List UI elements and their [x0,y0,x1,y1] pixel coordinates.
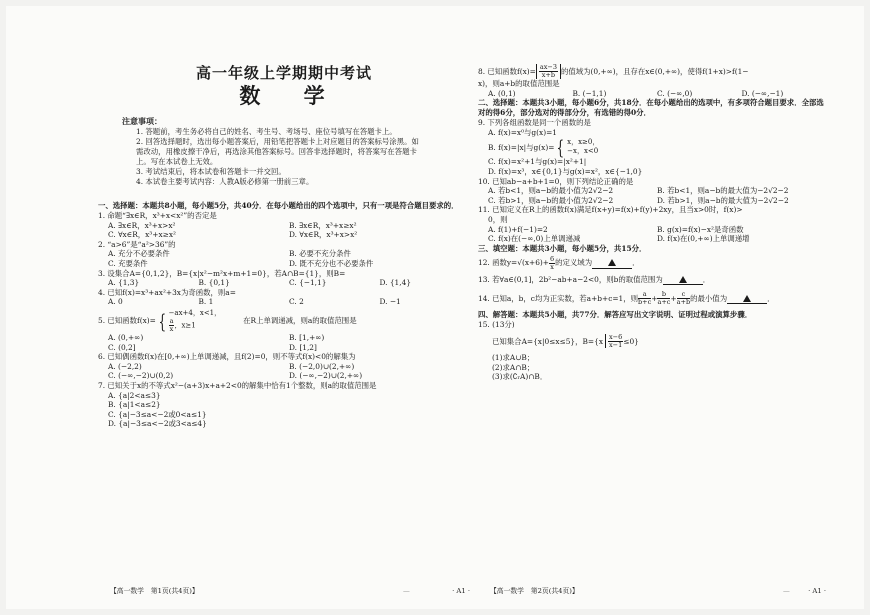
q15-part-3: (3)求(∁ᵣA)∩B． [492,372,548,382]
section3-heading: 三、填空题：本题共3小题，每小题5分，共15分． [478,243,647,253]
q4-option-c: C. 2 [289,297,304,307]
q5-options-ab [98,333,470,343]
q11-option-b: B. g(x)=f(x)−x²是奇函数 [657,224,744,234]
q5-option-a: A. (0,+∞) [108,332,144,342]
section1-heading: 一、选择题：本题共8小题，每小题5分，共40分．在每小题给出的四个选项中，只有一项是符合题目要求的． [98,201,459,210]
q15-part-1: (1)求A∪B； [492,352,535,362]
q11-option-d: D. f(x)在(0,+∞)上单调递增 [657,234,750,244]
q14: 14. 已知a，b，c均为正实数，若a+b+c=1，则 $\frac{a}{b+c}$ + $\frac{b}{a+c}$ + $\frac{c}{a+b}$ 的最小值为 ． [478,290,775,307]
q3-stem: 3. 设集合A={0,1,2}，B={x|x²−m²x+m+1=0}，若A∩B={1}，则B= [98,268,346,278]
q10-option-a: A. 若b<1，则a−b的最小值为2√2−2 [488,186,614,196]
q15-head: 15. (13分) [478,320,515,330]
q2-options-ab [98,249,470,259]
q7-option-a: A. {a|2<a≤3} [108,390,161,400]
notice-heading: 注意事项： [122,116,162,126]
q9-option-c: C. f(x)=x²+1与g(x)=|x²+1| [488,157,587,167]
q1-option-a: A. ∃x∈R，x³+x>x² [108,220,176,230]
q1-option-d: D. ∀x∈R，x³+x>x² [289,230,358,240]
page-1 [98,6,470,609]
q9-stem: 9. 下列各组函数是同一个函数的是 [478,118,591,128]
q5-option-d: D. [1,2] [289,342,317,352]
q4-option-d: D. −1 [379,297,401,307]
q12: 12. 函数y=√(x+6)+ $\frac{6}{x}$ 的定义域为 ． [478,254,640,271]
q13-answer-blank [663,275,703,286]
q3-option-c: C. {−1,1} [289,278,327,288]
section2-heading: 二、选择题：本题共3小题，每小题6分，共18分．在每小题给出的选项中，有多项符合题目要求．全部选对的得6分，部分选对的得部分分，有选错的得0分． [478,98,824,118]
notice-item-3: 3. 考试结束后，将本试卷和答题卡一并交回。 [136,167,286,176]
q9-option-a: A. f(x)=x⁰与g(x)=1 [488,127,557,137]
q3-options [98,278,470,288]
page-2-dash: — [783,587,790,595]
q8-option-a: A. (0,1) [488,88,516,98]
q15-part-2: (2)求A∩B； [492,362,535,372]
page-2-label: 【高一数学 第2页(共4页)】 [490,587,579,595]
q8-option-b: B. (−1,1) [572,88,607,98]
q6-option-a: A. (−2,2) [108,361,142,371]
q7-option-d: D. {a|−3≤a<−2或3<a≤4} [108,419,207,429]
q7-stem: 7. 已知关于x的不等式x²−(a+3)x+a+2<0的解集中恰有1个整数，则a的取值范围是 [98,380,377,390]
q8-options [478,89,826,99]
q2-option-a: A. 充分不必要条件 [108,249,170,259]
q2-option-b: B. 必要不充分条件 [289,249,351,259]
q5-option-b: B. [1,+∞) [289,332,325,342]
q7-option-b: B. {a|1<a≤2} [108,400,161,410]
q4-options [98,297,470,307]
q13: 13. 若∀a∈(0,1]，2b²−ab+a−2<0，则b的取值范围为 ． [478,275,711,285]
q6-stem: 6. 已知偶函数f(x)在[0,+∞)上单调递减，且f(2)=0，则不等式f(x)<0的解集为 [98,352,356,362]
q6-option-d: D. (−∞,−2)∪(2,+∞) [289,371,363,381]
q7-option-c: C. {a|−3≤a<−2或0<a≤1} [108,409,207,419]
q3-option-d: D. {1,4} [379,278,412,288]
q11-stem-cont: 0，则 [488,214,508,224]
q10-options-ab [478,186,826,196]
q9-option-b: B. f(x)=|x|与g(x)= { x，x≥0， −x，x<0 [488,135,600,160]
q8-option-d: D. (−∞,−1) [741,88,784,98]
page-1-code: · A1 · [452,587,470,595]
q4-option-a: A. 0 [108,297,123,307]
page-1-label: 【高一数学 第1页(共4页)】 [110,587,199,595]
q11-options-cd [478,234,826,244]
q8-option-c: C. (−∞,0) [657,88,693,98]
q6-option-c: C. (−∞,−2)∪(0,2) [108,371,174,381]
q12-answer-blank [592,258,632,269]
q9-option-d: D. f(x)=x³，x∈{0,1}与g(x)=x²，x∈{−1,0} [488,166,643,176]
q2-option-d: D. 既不充分也不必要条件 [289,258,374,268]
section4-heading: 四、解答题：本题共5小题，共77分．解答应写出文字说明、证明过程或演算步骤． [478,310,753,320]
q10-option-c: C. 若b>1，则a−b的最小值为2√2−2 [488,195,614,205]
exam-title: 高一年级上学期期中考试 [195,64,372,82]
q5-options-cd [98,343,470,353]
q3-option-a: A. {1,3} [108,278,140,288]
q2-options-cd [98,259,470,269]
q11-options-ab [478,225,826,235]
q6-options-cd [98,371,470,381]
q1-option-c: C. ∀x∈R，x³+x≥x² [108,230,176,240]
q8-stem: 8. 已知函数f(x)= $\frac{ax-3}{x+b}$ 的值域为(0,+∞)，且存在x∈(0,+∞)，使得f(1+x)>f(1− [478,63,749,79]
page-2 [478,6,826,609]
q2-option-c: C. 充要条件 [108,258,148,268]
q5-stem: 5. 已知函数f(x)= { −ax+4，x<1， $\frac{a}{x}$ ，x≥1 在R上单调递减，则a的取值范围是 [98,308,357,333]
q6-options-ab [98,362,470,372]
q1-options-ab [98,221,470,231]
q11-option-c: C. f(x)在(−∞,0)上单调递减 [488,234,581,244]
q14-answer-blank [727,294,767,305]
q1-options-cd [98,230,470,240]
notice-item-4: 4. 本试卷主要考试内容：人教A版必修第一册前三章。 [136,177,314,186]
page-2-code: · A1 · [808,587,826,595]
q8-stem-cont: x)，则a+b的取值范围是 [478,79,560,88]
q5-piecewise: { −ax+4，x<1， $\frac{a}{x}$ ，x≥1 [158,308,222,333]
notice-item-2: 2. 回答选择题时，选出每小题答案后，用铅笔把答题卡上对应题目的答案标号涂黑。如需改动，用橡皮擦干净后，再选涂其他答案标号。回答非选择题时，将答案写在答题卡上。写在本试卷上无效。 [136,137,419,166]
triangle-icon [743,295,751,302]
exam-subject: 数 学 [239,83,343,108]
page-1-dash: — [403,587,410,595]
q2-stem: 2. “a>6”是“a²>36”的 [98,239,176,249]
q10-options-cd [478,196,826,206]
q8-abs-fraction: $\frac{ax-3}{x+b}$ [536,64,561,79]
q5-option-c: C. (0,2] [108,342,136,352]
q1-stem: 1. 命题“∃x∈R，x³+x<x²”的否定是 [98,211,217,220]
q4-option-b: B. 1 [198,297,214,307]
triangle-icon [608,259,616,266]
q10-option-b: B. 若b<1，则a−b的最大值为−2√2−2 [657,186,789,196]
q3-option-b: B. {0,1} [198,278,230,288]
q4-stem: 4. 已知f(x)=x³+ax²+3x为奇函数，则a= [98,287,236,297]
q1-option-b: B. ∃x∈R，x³+x≥x² [289,220,357,230]
q11-stem: 11. 已知定义在R上的函数f(x)满足f(x+y)=f(x)+f(y)+2xy，且当x>0时，f(x)> [478,205,743,215]
triangle-icon [679,276,687,283]
q10-option-d: D. 若b>1，则a−b的最大值为−2√2−2 [657,195,789,205]
q10-stem: 10. 已知ab−a+b+1=0，则下列结论正确的是 [478,176,634,186]
notice-item-1: 1. 答题前，考生务必将自己的姓名、考生号、考场号、座位号填写在答题卡上。 [136,127,397,136]
q11-option-a: A. f(1)+f(−1)=2 [488,224,548,234]
q6-option-b: B. (−2,0)∪(2,+∞) [289,361,355,371]
exam-sheet [6,6,864,609]
q15-stem: 已知集合A={x|0≤x≤5}，B= { x $\frac{x-6}{x-1}$ ≤0 } [492,332,639,349]
